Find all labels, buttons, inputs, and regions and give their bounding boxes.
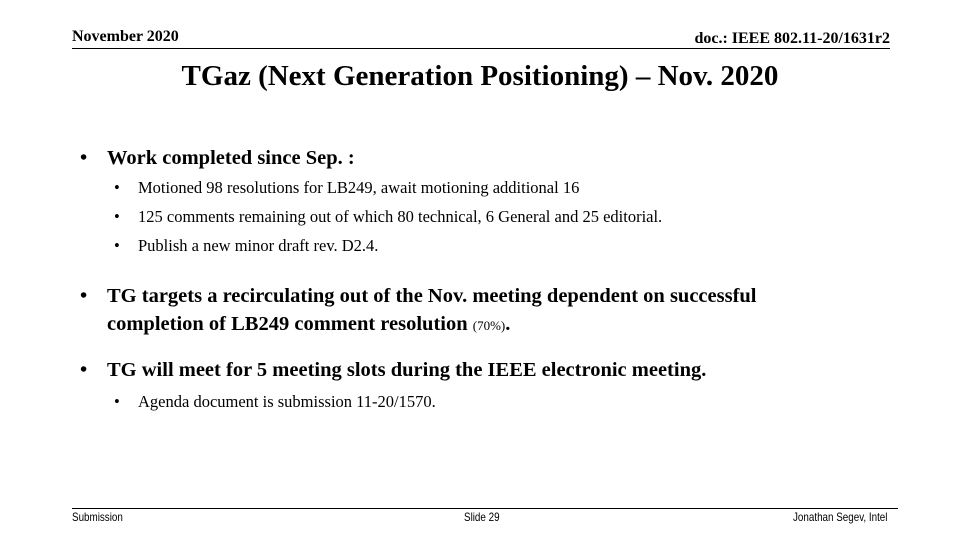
sub-bullet-text: Motioned 98 resolutions for LB249, await motioning additional 16	[138, 178, 580, 197]
bullet-text-line2: completion of LB249 comment resolution	[107, 313, 468, 335]
bullet-text: TG will meet for 5 meeting slots during the IEEE electronic meeting.	[107, 359, 707, 381]
header-doc-id: doc.: IEEE 802.11-20/1631r2	[694, 30, 890, 47]
footer-rule	[72, 508, 898, 509]
sub-bullet-marker: •	[114, 178, 120, 197]
bullet-text: Work completed since Sep. :	[107, 147, 355, 169]
sub-bullet-marker: •	[114, 236, 120, 255]
sub-bullet-text: Publish a new minor draft rev. D2.4.	[138, 236, 379, 255]
sub-bullet	[114, 392, 904, 412]
bullet-tg-meet	[80, 356, 900, 384]
sub-bullet	[114, 236, 904, 256]
bullet-percent-note: (70%)	[472, 318, 506, 333]
bullet-marker: •	[80, 147, 88, 169]
header-rule	[72, 48, 890, 49]
sub-bullet-text: 125 comments remaining out of which 80 technical, 6 General and 25 editorial.	[138, 207, 663, 226]
bullet-text-end: .	[505, 313, 511, 335]
bullet-text-line1: TG targets a recirculating out of the Nov. meeting dependent on successful	[107, 285, 757, 307]
sub-bullet-text: Agenda document is submission 11-20/1570.	[138, 392, 436, 411]
footer-submission: Submission	[72, 510, 123, 524]
footer-slide-number: Slide 29	[464, 510, 500, 524]
bullet-marker: •	[80, 285, 88, 307]
slide-title: TGaz (Next Generation Positioning) – Nov. 2020	[181, 60, 779, 92]
footer-author: Jonathan Segev, Intel	[793, 510, 888, 524]
sub-bullet	[114, 178, 904, 198]
sub-bullet	[114, 207, 904, 227]
sub-bullet-marker: •	[114, 392, 120, 411]
header-date: November 2020	[72, 28, 179, 45]
sub-bullet-marker: •	[114, 207, 120, 226]
bullet-work-completed	[80, 144, 900, 172]
bullet-tg-targets	[80, 282, 900, 340]
bullet-marker: •	[80, 359, 88, 381]
